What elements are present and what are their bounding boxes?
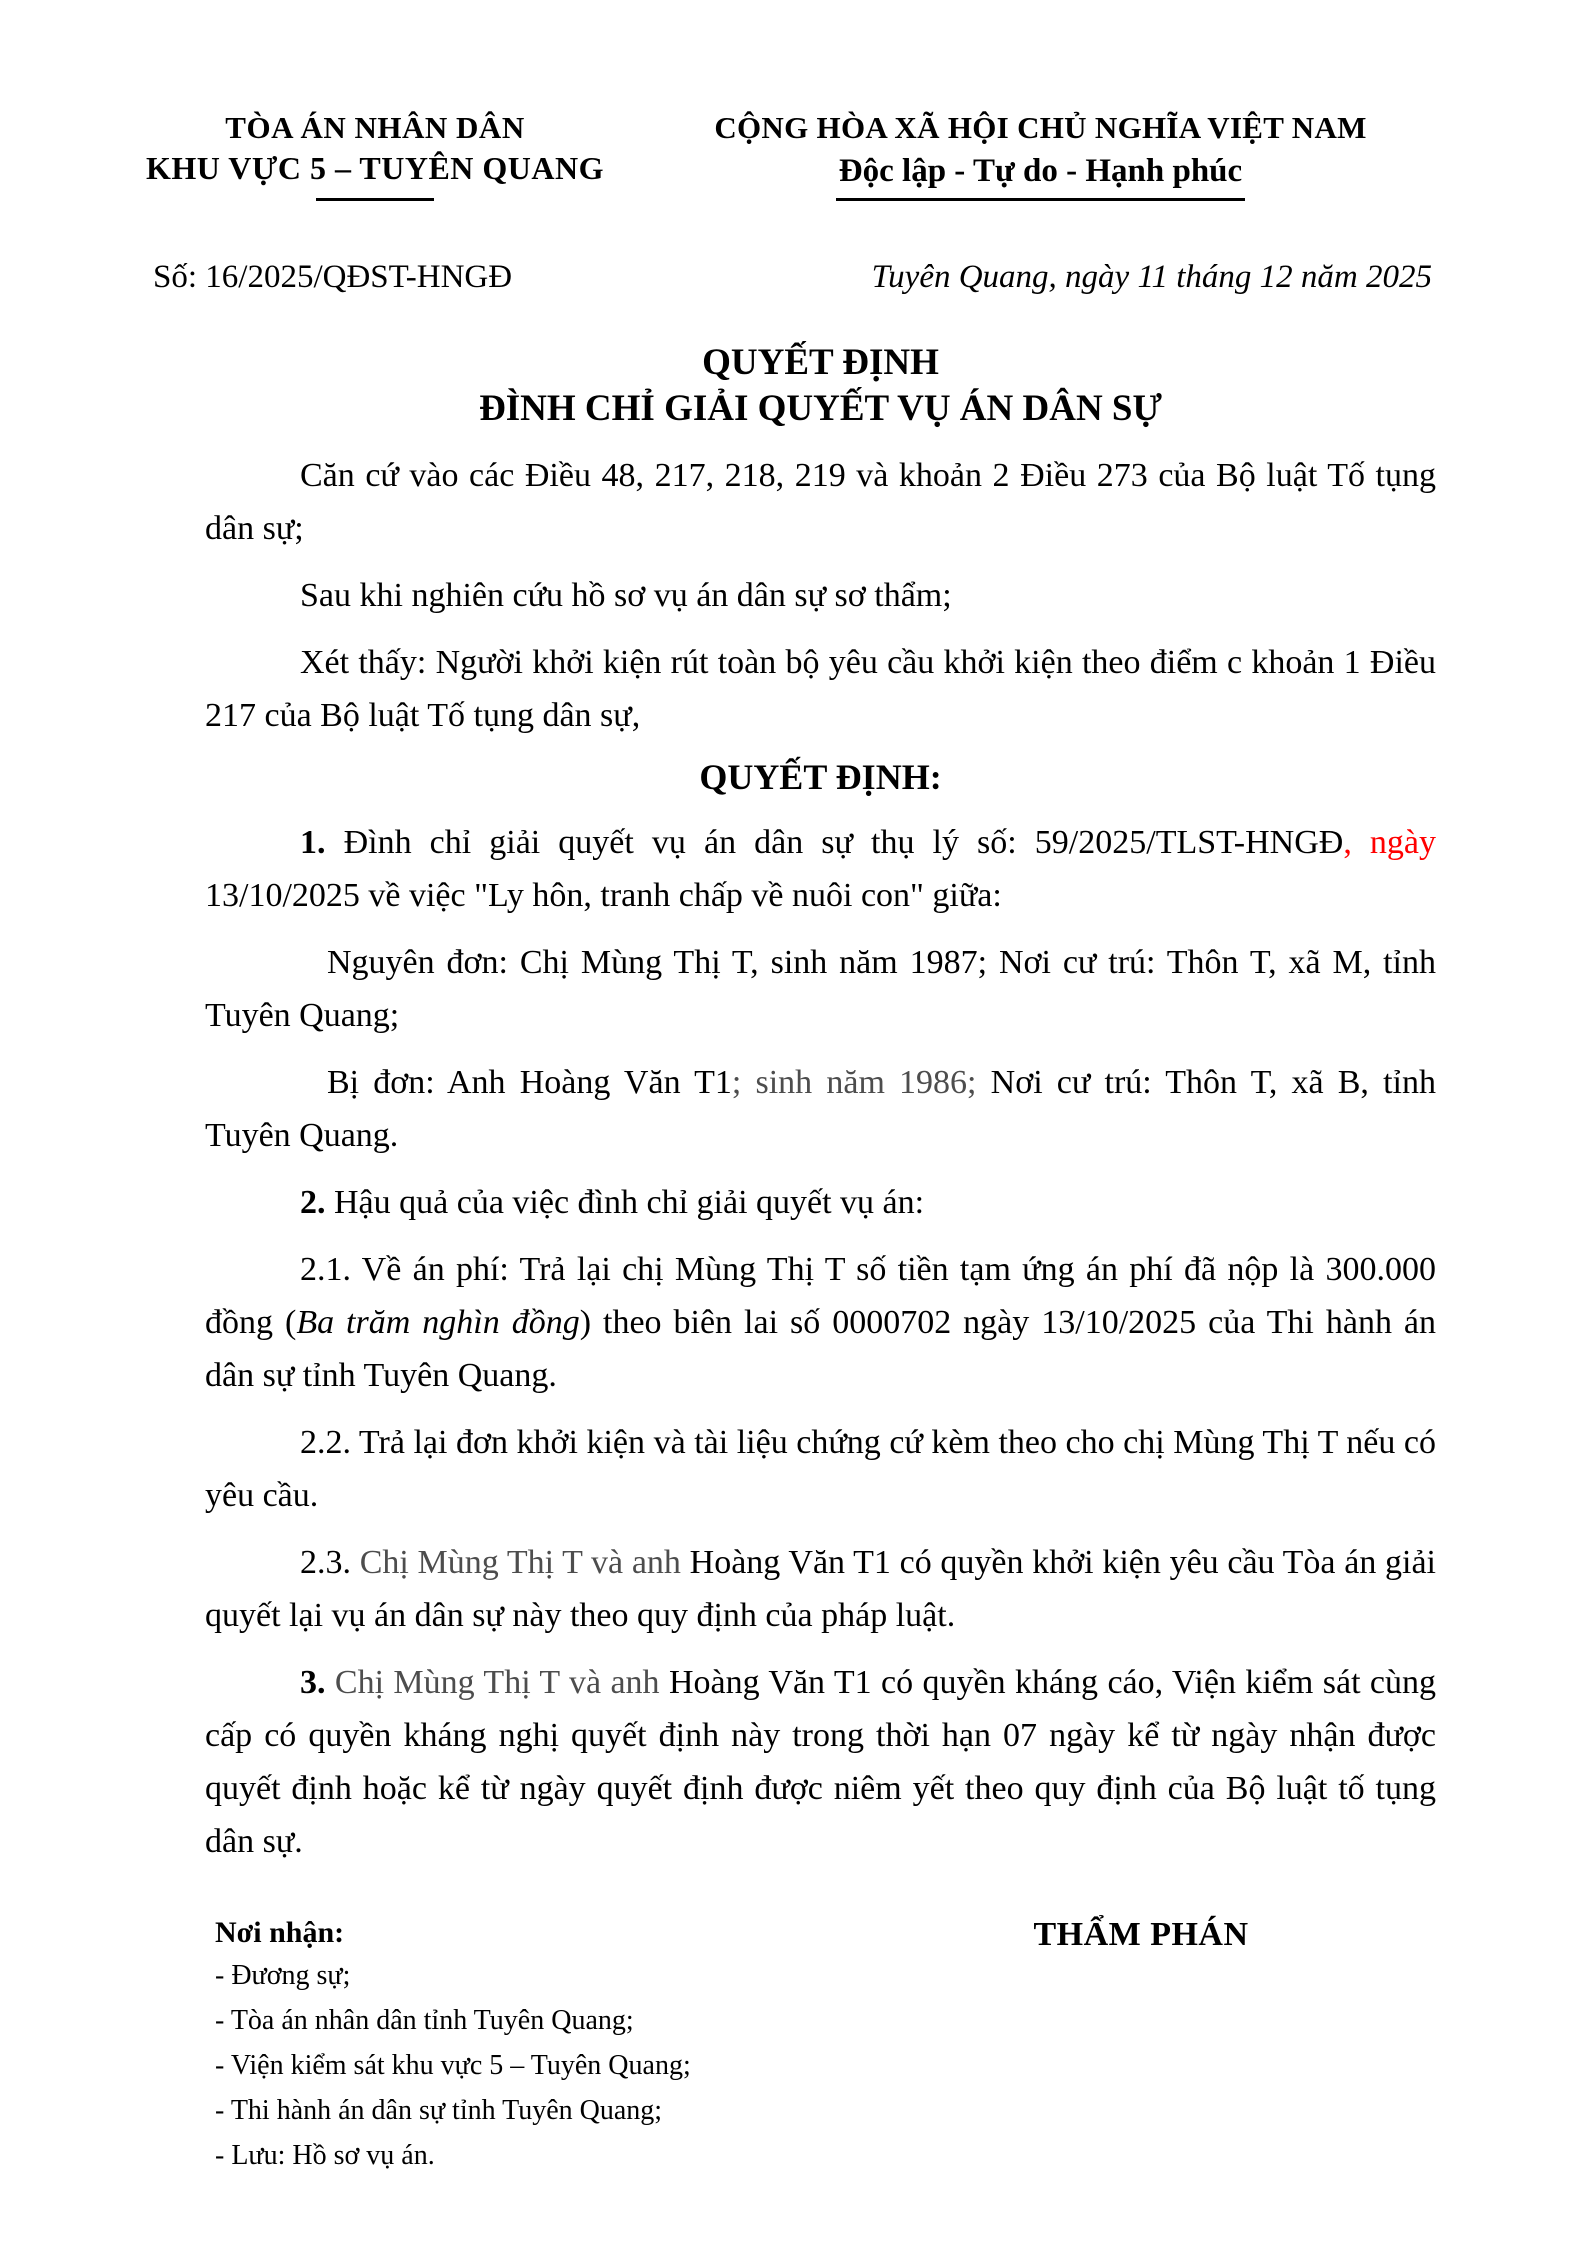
item21-italic-amount: Ba trăm nghìn đồng bbox=[296, 1304, 580, 1342]
place-date-line: Tuyên Quang, ngày 11 tháng 12 năm 2025 bbox=[871, 259, 1432, 296]
document-header bbox=[145, 108, 1436, 201]
title-line1: QUYẾT ĐỊNH bbox=[702, 342, 939, 384]
defendant-gray-text: ; sinh năm 1986; bbox=[731, 1063, 977, 1101]
item3-number: 3. bbox=[300, 1664, 326, 1702]
signature-block bbox=[901, 1916, 1381, 1954]
item3-gray-names: Chị Mùng Thị T và anh bbox=[325, 1664, 669, 1702]
recipients-label: Nơi nhận: bbox=[215, 1916, 345, 1950]
recipient-item: - Viện kiểm sát khu vực 5 – Tuyên Quang; bbox=[215, 2050, 691, 2081]
document-body bbox=[205, 449, 1436, 1869]
item1-text-b: 13/10/2025 về việc "Ly hôn, tranh chấp về nuôi con" giữa: bbox=[205, 876, 1002, 914]
recipient-item: - Đương sự; bbox=[215, 1960, 351, 1992]
header-left-underline bbox=[316, 198, 434, 201]
national-motto-block bbox=[615, 108, 1436, 201]
item3-text: Hoàng Văn T1 có quyền kháng cáo, Viện kiểm sát cùng cấp có quyền kháng nghị quyết định này trong thời hạn 07 ngày kể từ ngày nhận được quyết định hoặc kể từ ngày quyết định được niêm yết theo quy định của Bộ luật tố tụng dân sự. bbox=[205, 1664, 1436, 1861]
decision-item-1 bbox=[205, 816, 1436, 922]
item2-text: Hậu quả của việc đình chỉ giải quyết vụ án: bbox=[325, 1184, 925, 1222]
item23-number: 2.3. bbox=[300, 1544, 360, 1582]
item23-text: Hoàng Văn T1 có quyền khởi kiện yêu cầu Tòa án giải quyết lại vụ án dân sự này theo quy định của pháp luật. bbox=[205, 1544, 1437, 1635]
decision-item-2-1 bbox=[205, 1243, 1436, 1402]
preamble-paragraph-2: Sau khi nghiên cứu hồ sơ vụ án dân sự sơ thẩm; bbox=[300, 576, 952, 614]
item1-number: 1. bbox=[300, 823, 326, 861]
recipients-block bbox=[205, 1916, 901, 2178]
defendant-text-b: Nơi cư trú: Thôn T, xã B, tỉnh Tuyên Quang. bbox=[205, 1063, 1436, 1154]
item21-text-a: 2.1. Về án phí: Trả lại chị Mùng Thị T số tiền tạm ứng án phí đã nộp là 300.000 đồng ( bbox=[205, 1251, 1436, 1342]
court-name-line1: TÒA ÁN NHÂN DÂN bbox=[225, 110, 525, 145]
item1-text-a: Đình chỉ giải quyết vụ án dân sự thụ lý số: 59/2025/TLST-HNGĐ bbox=[325, 823, 1344, 861]
decision-item-2-2: 2.2. Trả lại đơn khởi kiện và tài liệu chứng cứ kèm theo cho chị Mùng Thị T nếu có yêu cầu. bbox=[205, 1424, 1436, 1515]
national-motto-text: Độc lập - Tự do - Hạnh phúc bbox=[836, 150, 1245, 201]
title-line2: ĐÌNH CHỈ GIẢI QUYẾT VỤ ÁN DÂN SỰ bbox=[479, 388, 1162, 430]
document-title bbox=[205, 340, 1436, 433]
item21-text-b: ) theo biên lai số 0000702 ngày 13/10/2025 của Thi hành án dân sự tỉnh Tuyên Quang. bbox=[205, 1304, 1437, 1395]
decision-item-3 bbox=[205, 1656, 1436, 1868]
document-number: Số: 16/2025/QĐST-HNGĐ bbox=[153, 259, 513, 296]
recipient-item: - Lưu: Hồ sơ vụ án. bbox=[215, 2139, 435, 2171]
recipient-item: - Thi hành án dân sự tỉnh Tuyên Quang; bbox=[215, 2094, 663, 2126]
recipient-item: - Tòa án nhân dân tỉnh Tuyên Quang; bbox=[215, 2005, 634, 2037]
preamble-paragraph-1: Căn cứ vào các Điều 48, 217, 218, 219 và khoản 2 Điều 273 của Bộ luật Tố tụng dân sự; bbox=[205, 456, 1436, 547]
national-motto bbox=[645, 150, 1436, 201]
item2-number: 2. bbox=[300, 1184, 326, 1222]
plaintiff-paragraph: Nguyên đơn: Chị Mùng Thị T, sinh năm 1987; Nơi cư trú: Thôn T, xã M, tỉnh Tuyên Quang; bbox=[205, 943, 1436, 1034]
meta-row bbox=[153, 259, 1436, 296]
decision-item-2 bbox=[205, 1176, 1436, 1229]
issuing-court-block bbox=[135, 108, 615, 201]
national-title: CỘNG HÒA XÃ HỘI CHỦ NGHĨA VIỆT NAM bbox=[714, 110, 1367, 145]
defendant-paragraph bbox=[205, 1056, 1436, 1162]
defendant-text-a: Bị đơn: Anh Hoàng Văn T1 bbox=[327, 1063, 732, 1101]
item1-red-text: , ngày bbox=[1343, 823, 1437, 861]
judge-title: THẨM PHÁN bbox=[1033, 1916, 1249, 1954]
decision-heading: QUYẾT ĐỊNH: bbox=[699, 756, 942, 797]
item23-gray-names: Chị Mùng Thị T và anh bbox=[359, 1544, 690, 1582]
document-footer bbox=[205, 1916, 1436, 2178]
court-name-line2: KHU VỰC 5 – TUYÊN QUANG bbox=[145, 150, 605, 187]
preamble-paragraph-3: Xét thấy: Người khởi kiện rút toàn bộ yêu cầu khởi kiện theo điểm c khoản 1 Điều 217 của Bộ luật Tố tụng dân sự, bbox=[205, 643, 1436, 734]
decision-item-2-3 bbox=[205, 1536, 1436, 1642]
